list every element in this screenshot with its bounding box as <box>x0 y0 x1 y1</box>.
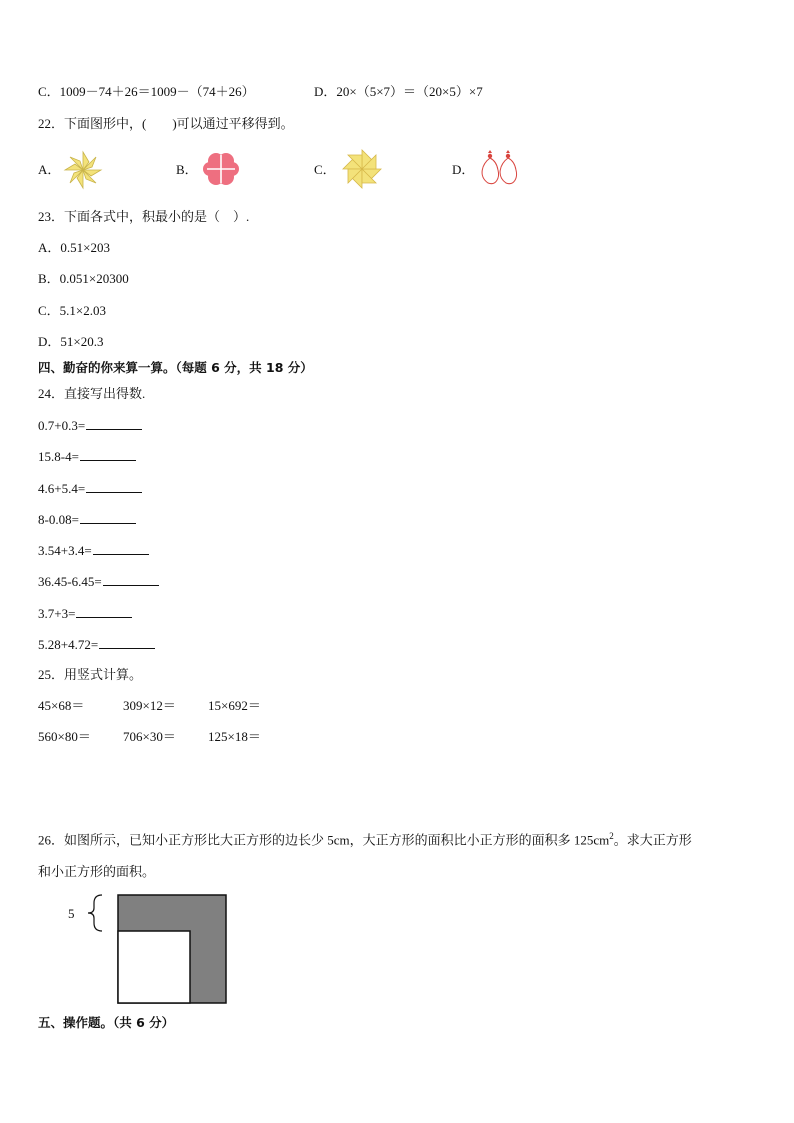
q25-expression: 15×692＝ <box>208 698 261 713</box>
q24-expression: 36.45-6.45= <box>38 574 102 589</box>
flower-icon <box>200 149 242 189</box>
squares-figure <box>82 893 232 1005</box>
section-5-title: 五、操作题。（共 6 分） <box>38 1015 175 1030</box>
q26-question-line1 <box>38 828 692 848</box>
q24-item <box>38 480 142 497</box>
q25-expression: 125×18＝ <box>208 729 261 744</box>
small-square <box>118 931 190 1003</box>
q25-expression: 309×12＝ <box>123 698 176 713</box>
q24-item <box>38 605 132 622</box>
q26-text: 26．如图所示，已知小正方形比大正方形的边长少 5cm，大正方形的面积比小正方形的面积多 125cm <box>38 832 610 848</box>
answer-blank[interactable] <box>99 636 155 649</box>
q24-item <box>38 573 159 590</box>
q24-item <box>38 448 136 465</box>
q24-expression: 3.7+3= <box>38 606 76 621</box>
q24-question: 24．直接写出得数. <box>38 386 146 401</box>
answer-blank[interactable] <box>80 448 136 461</box>
q22-label-a: A． <box>38 162 61 177</box>
answer-blank[interactable] <box>86 417 142 430</box>
q22-label-c: C． <box>314 162 336 177</box>
section-4-title: 四、勤奋的你来算一算。（每题 6 分，共 18 分） <box>38 360 313 375</box>
figure-side-label: 5 <box>68 906 75 921</box>
q24-expression: 15.8-4= <box>38 449 79 464</box>
q24-expression: 0.7+0.3= <box>38 418 86 433</box>
q23-option-d: D．51×20.3 <box>38 334 104 349</box>
birds-icon <box>476 150 524 188</box>
q23-question: 23．下面各式中，积最小的是（ ）. <box>38 209 250 224</box>
q23-option-a: A．0.51×203 <box>38 240 110 255</box>
q21-option-c: C．1009－74＋26＝1009－（74＋26） <box>38 84 255 99</box>
star-pinwheel-icon <box>340 148 384 190</box>
q22-question: 22．下面图形中，( )可以通过平移得到。 <box>38 116 294 131</box>
q24-item <box>38 511 136 528</box>
answer-blank[interactable] <box>103 573 159 586</box>
answer-blank[interactable] <box>76 605 132 618</box>
answer-blank[interactable] <box>93 542 149 555</box>
q23-option-b: B．0.051×20300 <box>38 271 129 286</box>
brace-icon <box>88 895 102 931</box>
q24-expression: 5.28+4.72= <box>38 637 99 652</box>
q22-label-d: D． <box>452 162 475 177</box>
q25-expression: 560×80＝ <box>38 729 91 744</box>
q25-expression: 45×68＝ <box>38 698 85 713</box>
q21-option-d: D．20×（5×7）＝（20×5）×7 <box>314 84 483 99</box>
q25-expression: 706×30＝ <box>123 729 176 744</box>
q26-question-line2: 和小正方形的面积。 <box>38 864 156 879</box>
q26-superscript: 2 <box>609 831 614 841</box>
q24-expression: 4.6+5.4= <box>38 481 86 496</box>
q24-expression: 3.54+3.4= <box>38 543 92 558</box>
q24-expression: 8-0.08= <box>38 512 79 527</box>
q24-item <box>38 542 149 559</box>
answer-blank[interactable] <box>86 480 142 493</box>
q26-text: 。求大正方形 <box>613 832 692 848</box>
answer-blank[interactable] <box>80 511 136 524</box>
q24-item <box>38 636 155 653</box>
q23-option-c: C．5.1×2.03 <box>38 303 107 318</box>
q24-item <box>38 417 142 434</box>
pinwheel-icon <box>62 150 104 190</box>
q25-question: 25．用竖式计算。 <box>38 667 143 682</box>
q22-label-b: B． <box>176 162 198 177</box>
